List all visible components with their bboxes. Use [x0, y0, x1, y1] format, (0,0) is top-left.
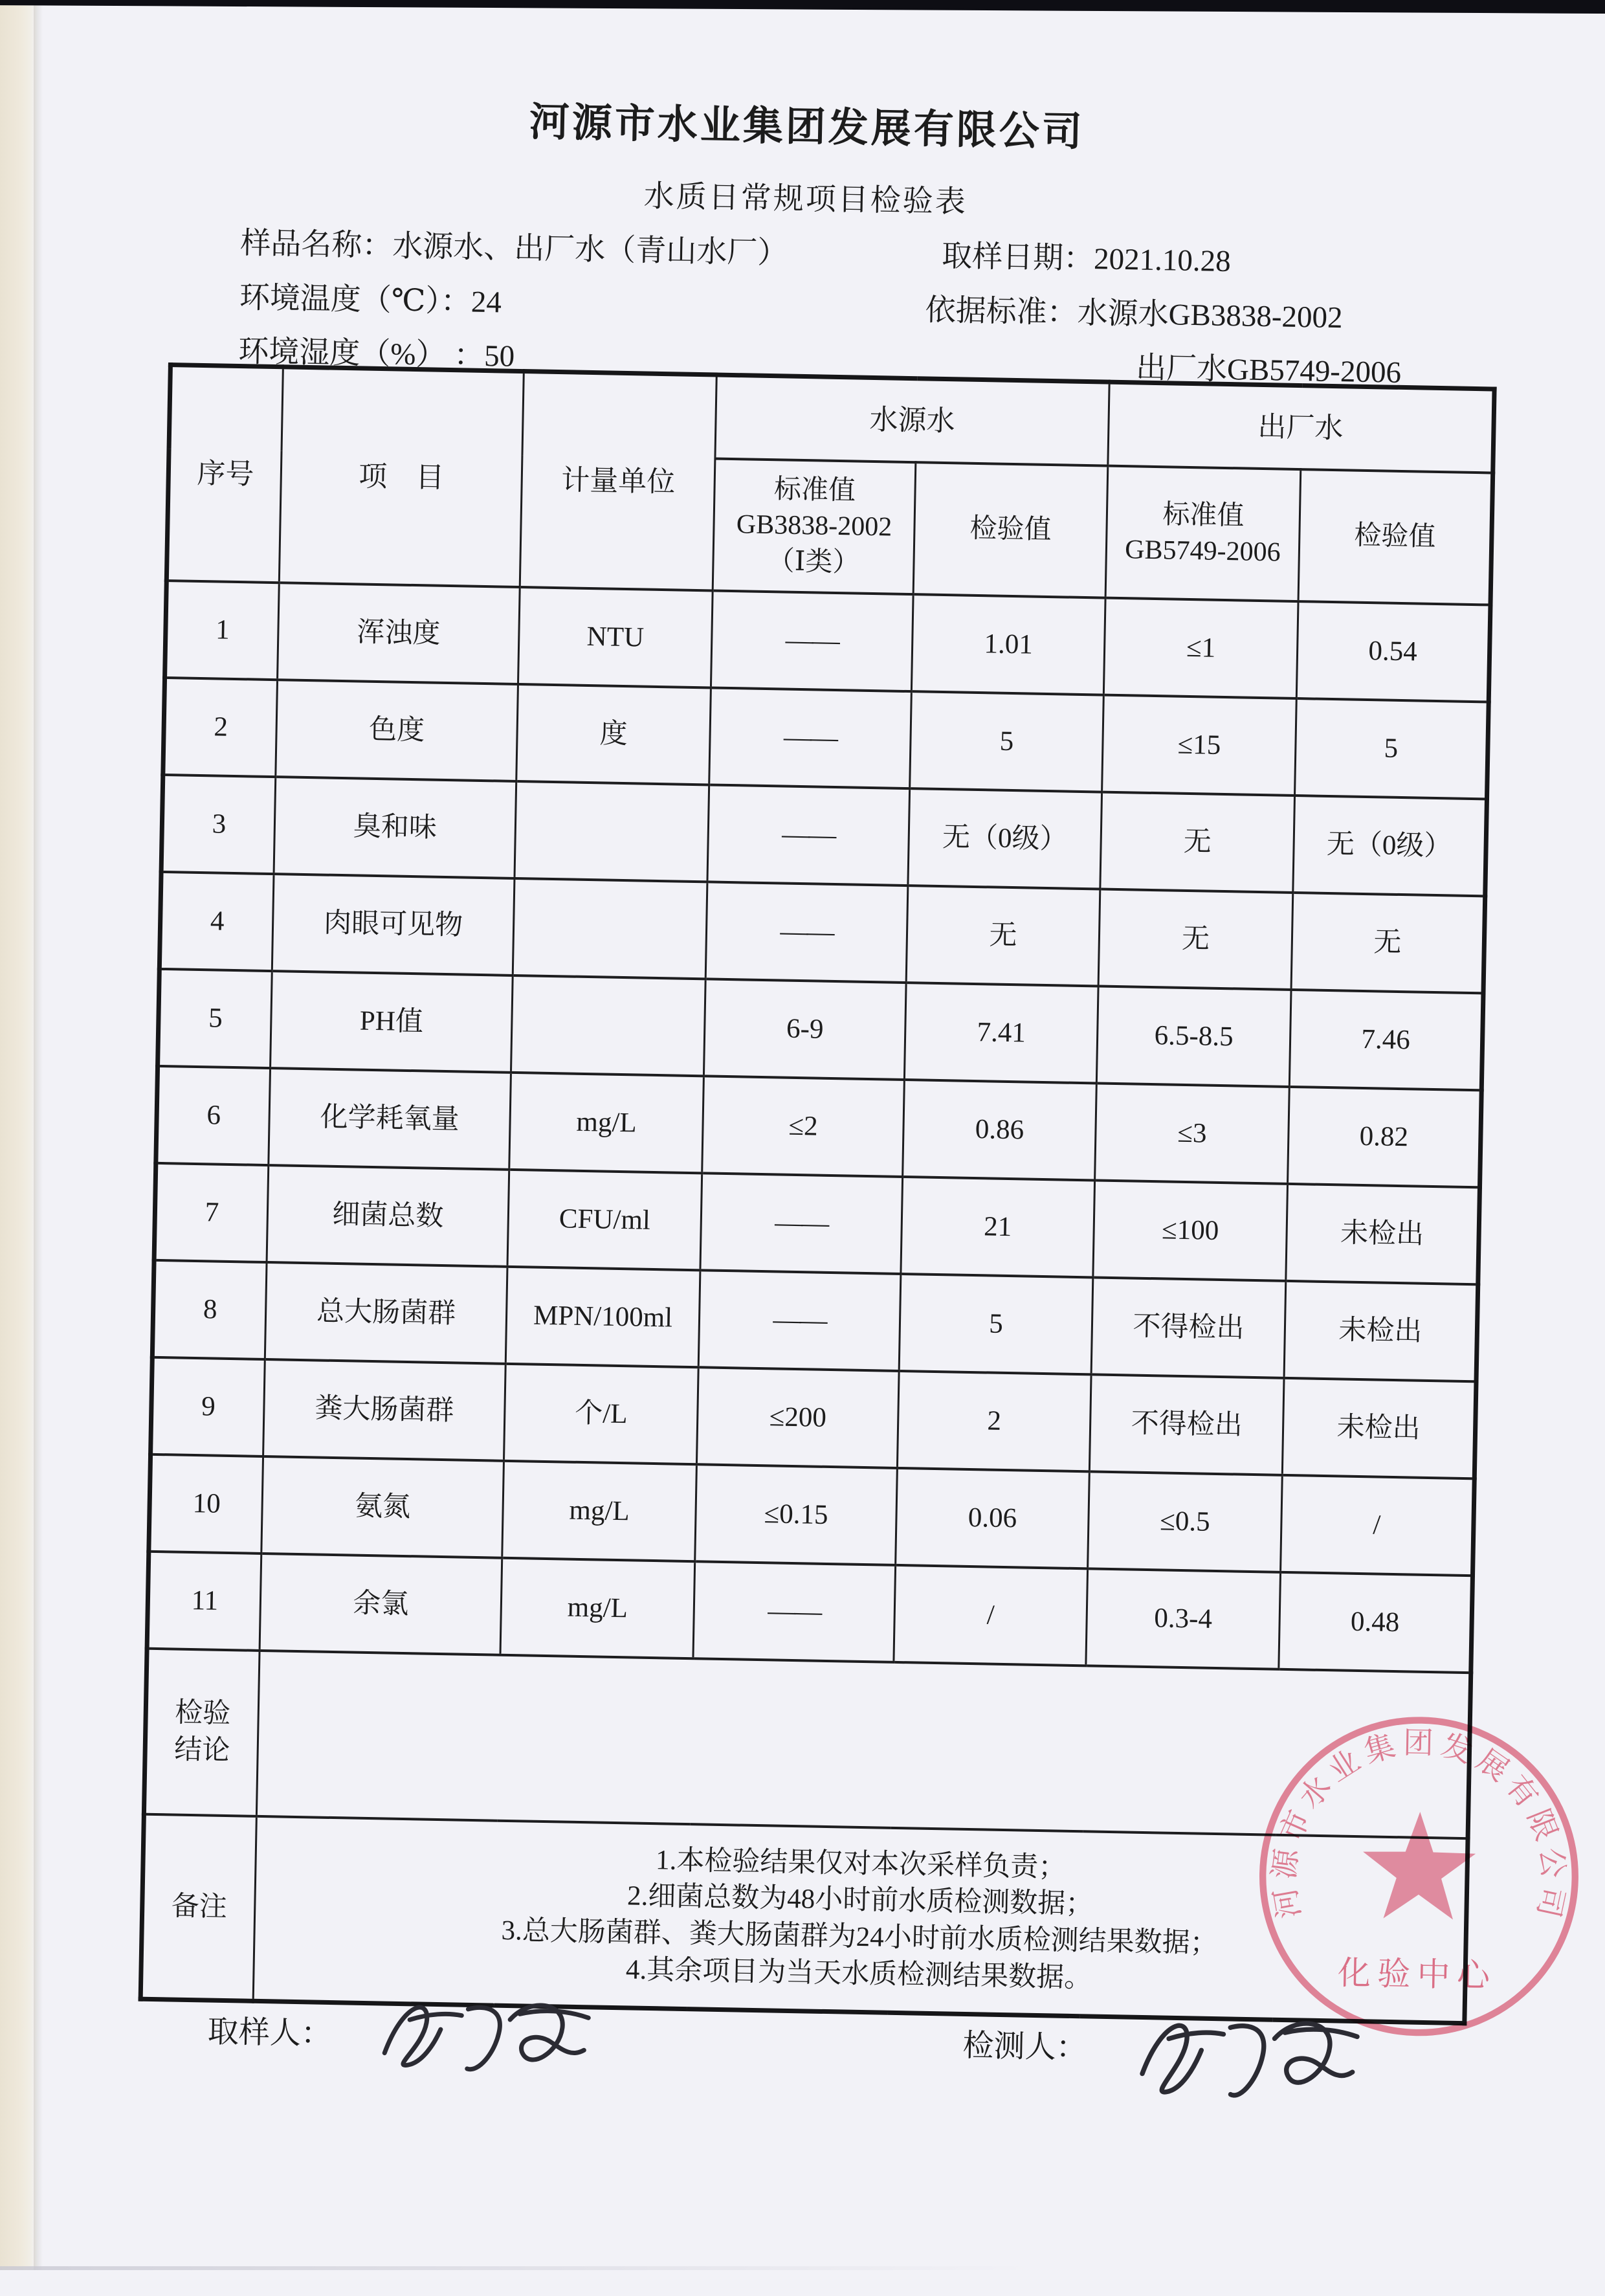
- cell-item: 粪大肠菌群: [263, 1359, 506, 1461]
- cell-val-finished: 无（0级）: [1293, 796, 1487, 896]
- remark-line: 2.细菌总数为48小时前水质检测数据；: [626, 1880, 1094, 1920]
- header-item: 项 目: [279, 367, 524, 587]
- cell-std-source: ——: [705, 882, 908, 983]
- standard-label: 依据标准：: [925, 293, 1078, 330]
- sample-date-line: [942, 232, 1232, 280]
- header-group-finished: 出厂水: [1108, 382, 1494, 473]
- header-std-finished-line1: 标准值: [1162, 499, 1245, 531]
- seal-star-icon: [1362, 1811, 1476, 1920]
- standard-source-value: 水源水GB3838-2002: [1077, 296, 1343, 335]
- humidity-label: 环境湿度（%） ：: [238, 334, 485, 373]
- header-std-finished-line2: GB5749-2006: [1124, 535, 1281, 568]
- cell-val-finished: 无: [1291, 893, 1485, 993]
- cell-std-finished: ≤100: [1093, 1180, 1288, 1280]
- cell-val-finished: 未检出: [1282, 1378, 1476, 1478]
- cell-unit: mg/L: [509, 1073, 704, 1173]
- cell-std-finished: ≤3: [1095, 1083, 1290, 1183]
- cell-val-finished: 0.54: [1296, 601, 1490, 702]
- header-test-source: 检验值: [913, 462, 1108, 597]
- cell-item: 余氯: [260, 1554, 502, 1655]
- cell-unit: NTU: [518, 587, 713, 687]
- sample-name-value: 水源水、出厂水（青山水厂）: [392, 229, 788, 271]
- cell-val-finished: 0.82: [1288, 1087, 1482, 1187]
- cell-val-source: 0.86: [903, 1080, 1097, 1180]
- header-unit: 计量单位: [520, 372, 716, 591]
- cell-std-finished: 无: [1100, 792, 1295, 893]
- cell-unit: [515, 781, 709, 882]
- remark-line: 4.其余项目为当天水质检测结果数据。: [625, 1954, 1092, 1994]
- cell-std-source: ——: [693, 1561, 896, 1662]
- cell-unit: 度: [516, 684, 711, 785]
- cell-std-source: ——: [700, 1173, 903, 1274]
- cell-val-source: 1.01: [911, 594, 1105, 695]
- cell-unit: 个/L: [504, 1364, 698, 1464]
- cell-val-source: 2: [897, 1371, 1091, 1471]
- cell-std-finished: 0.3-4: [1086, 1568, 1281, 1669]
- remark-line: 3.总大肠菌群、粪大肠菌群为24小时前水质检测结果数据；: [501, 1915, 1219, 1959]
- sample-name-line: [240, 219, 788, 272]
- cell-no: 11: [147, 1552, 261, 1651]
- cell-std-finished: 不得检出: [1089, 1374, 1284, 1475]
- company-title: 河源市水业集团发展有限公司: [529, 100, 1085, 155]
- scanner-left-edge-shadow: [34, 0, 43, 2270]
- cell-std-source: ——: [711, 590, 913, 691]
- header-std-source: [713, 459, 916, 595]
- cell-std-finished: ≤1: [1103, 598, 1298, 698]
- header-no: 序号: [166, 365, 283, 583]
- seal-ring-text: 河源市水业集团发展有限公司: [1267, 1726, 1571, 1926]
- header-test-finished: 检验值: [1298, 469, 1493, 605]
- sample-name-label: 样品名称：: [239, 227, 393, 263]
- standard-line: [925, 285, 1343, 337]
- cell-no: 8: [152, 1260, 267, 1359]
- scanner-bottom-edge: [0, 2266, 1035, 2270]
- cell-item: 色度: [276, 680, 518, 781]
- cell-val-source: 0.06: [896, 1468, 1090, 1568]
- cell-item: 总大肠菌群: [265, 1262, 507, 1364]
- tester-label: 检测人：: [962, 2028, 1088, 2066]
- cell-std-finished: 6.5-8.5: [1096, 986, 1291, 1086]
- cell-val-source: 5: [910, 691, 1104, 792]
- cell-no: 9: [151, 1357, 265, 1456]
- cell-item: 肉眼可见物: [272, 874, 515, 975]
- sampler-label: 取样人：: [207, 2014, 333, 2052]
- cell-std-finished: 不得检出: [1091, 1277, 1286, 1377]
- cell-std-source: 6-9: [703, 979, 906, 1080]
- cell-val-finished: 7.46: [1289, 990, 1483, 1090]
- cell-no: 3: [161, 775, 276, 874]
- header-std-source-line1: 标准值: [773, 474, 856, 506]
- remark-line: 1.本检验结果仅对本次采样负责；: [655, 1844, 1067, 1883]
- cell-no: 2: [163, 678, 278, 777]
- cell-val-finished: 0.48: [1279, 1572, 1473, 1673]
- cell-val-finished: 5: [1295, 698, 1489, 799]
- cell-item: PH值: [271, 971, 513, 1073]
- cell-val-finished: /: [1281, 1475, 1475, 1576]
- cell-no: 1: [165, 581, 280, 680]
- cell-val-source: 无（0级）: [908, 788, 1102, 889]
- cell-std-source: ≤200: [696, 1367, 899, 1468]
- cell-unit: mg/L: [502, 1461, 697, 1561]
- header-group-source: 水源水: [715, 375, 1109, 466]
- cell-unit: [511, 975, 705, 1076]
- cell-item: 细菌总数: [267, 1165, 509, 1267]
- cell-item: 化学耗氧量: [269, 1068, 511, 1170]
- seal-center-text: 化验中心: [1337, 1956, 1497, 1995]
- cell-item: 臭和味: [274, 777, 516, 878]
- standard-finished-value: 出厂水GB5749-2006: [1135, 351, 1402, 390]
- cell-val-source: /: [894, 1565, 1088, 1666]
- cell-std-source: ——: [698, 1270, 901, 1371]
- cell-unit: [513, 878, 707, 979]
- header-std-finished: [1105, 466, 1301, 601]
- cell-unit: mg/L: [500, 1558, 695, 1658]
- cell-item: 氨氮: [261, 1456, 504, 1558]
- cell-val-source: 5: [899, 1274, 1093, 1374]
- cell-std-finished: 无: [1098, 889, 1293, 990]
- cell-std-finished: ≤15: [1102, 695, 1297, 796]
- cell-val-source: 无: [906, 886, 1100, 986]
- cell-item: 浑浊度: [278, 583, 520, 684]
- form-title: 水质日常规项目检验表: [643, 179, 968, 219]
- cell-no: 5: [158, 969, 272, 1068]
- cell-std-finished: ≤0.5: [1088, 1471, 1283, 1572]
- cell-val-finished: 未检出: [1286, 1184, 1480, 1284]
- header-std-source-line3: （Ⅰ类）: [767, 546, 860, 578]
- scanner-left-edge: [0, 0, 38, 2270]
- header-std-source-line2: GB3838-2002: [736, 509, 892, 542]
- cell-no: 6: [156, 1066, 271, 1165]
- remark-label: 备注: [140, 1814, 256, 2001]
- conclusion-label: [144, 1649, 260, 1816]
- cell-no: 4: [159, 872, 274, 971]
- company-seal-stamp: [1248, 1705, 1590, 2047]
- cell-unit: CFU/ml: [507, 1170, 702, 1270]
- cell-std-source: ——: [707, 785, 910, 886]
- cell-unit: MPN/100ml: [505, 1267, 700, 1367]
- sample-date-value: 2021.10.28: [1093, 242, 1232, 279]
- humidity-value: 50: [483, 339, 515, 373]
- cell-no: 10: [149, 1455, 263, 1554]
- sampler-signature: [370, 1981, 612, 2115]
- temperature-value: 24: [470, 285, 502, 320]
- sample-date-label: 取样日期：: [941, 239, 1094, 276]
- conclusion-label-line2: 结论: [173, 1734, 230, 1767]
- cell-std-source: ——: [709, 687, 912, 788]
- cell-std-source: ≤2: [702, 1076, 905, 1177]
- cell-no: 7: [154, 1163, 269, 1262]
- cell-std-source: ≤0.15: [695, 1464, 898, 1565]
- temperature-line: [239, 273, 502, 321]
- temperature-label: 环境温度（℃）：: [239, 281, 472, 319]
- cell-val-source: 21: [901, 1177, 1095, 1277]
- cell-val-finished: 未检出: [1284, 1281, 1478, 1381]
- cell-val-source: 7.41: [904, 983, 1098, 1083]
- conclusion-label-line1: 检验: [174, 1697, 231, 1730]
